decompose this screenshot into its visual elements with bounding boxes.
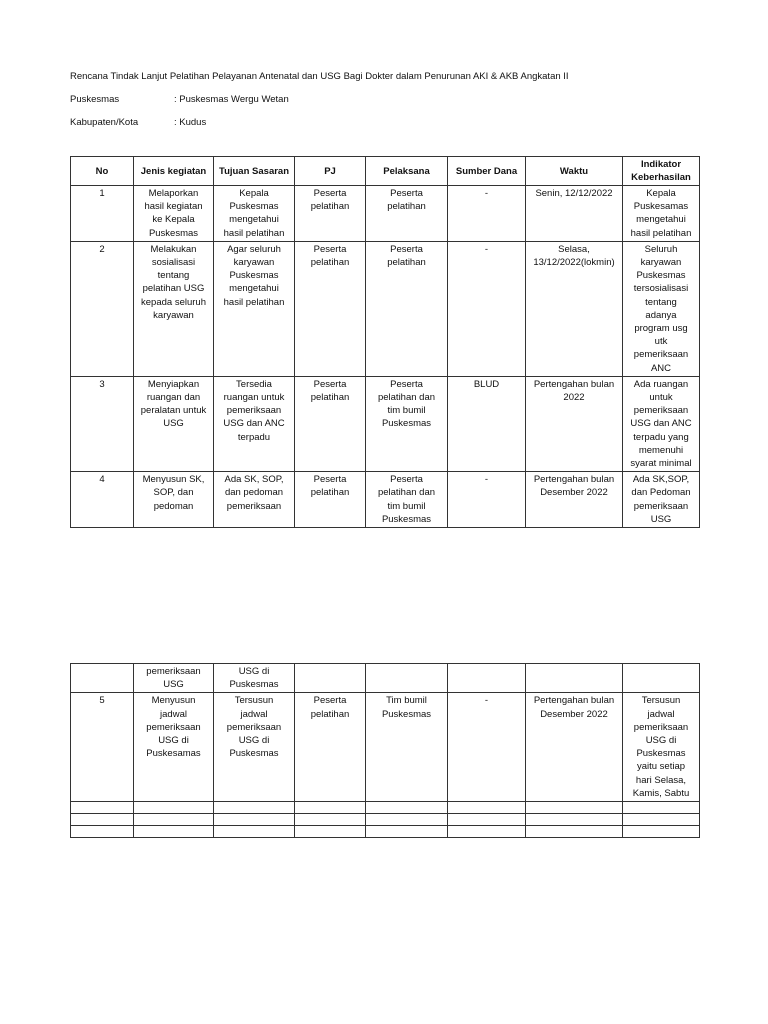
- table-cell: [448, 664, 526, 693]
- table-cell: Seluruh karyawan Puskesmas tersosialisasi tentang adanya program usg utk pemeriksaan ANC: [623, 241, 700, 376]
- puskesmas-value: : Puskesmas Wergu Wetan: [174, 94, 289, 105]
- table-cell: [623, 802, 700, 814]
- table-cell: Pertengahan bulan 2022: [526, 376, 623, 471]
- table-cell: Melakukan sosialisasi tentang pelatihan USG kepada seluruh karyawan: [134, 241, 214, 376]
- table-cell: Tersusun jadwal pemeriksaan USG di Puskesmas yaitu setiap hari Selasa, Kamis, Sabtu: [623, 693, 700, 802]
- table-cell: [448, 814, 526, 826]
- table-cell: Peserta pelatihan dan tim bumil Puskesmas: [366, 376, 448, 471]
- table-cell: 4: [71, 472, 134, 528]
- table-cell: [295, 826, 366, 838]
- table-row: [71, 664, 700, 693]
- table-cell: Ada SK,SOP, dan Pedoman pemeriksaan USG: [623, 472, 700, 528]
- table-cell: [214, 814, 295, 826]
- table-cell: -: [448, 693, 526, 802]
- table-cell: Tim bumil Puskesmas: [366, 693, 448, 802]
- plan-table-continued: [70, 663, 700, 838]
- table-cell: [134, 826, 214, 838]
- table-cell: 1: [71, 186, 134, 242]
- table-cell: [295, 814, 366, 826]
- document-title: Rencana Tindak Lanjut Pelatihan Pelayanan Antenatal dan USG Bagi Dokter dalam Penurunan AKI & AKB Angkatan II: [70, 71, 569, 82]
- table-cell: Peserta pelatihan: [295, 693, 366, 802]
- table-cell: [448, 826, 526, 838]
- table-cell: Peserta pelatihan dan tim bumil Puskesmas: [366, 472, 448, 528]
- table-cell: [526, 802, 623, 814]
- table-cell: [71, 814, 134, 826]
- table-cell: Peserta pelatihan: [295, 241, 366, 376]
- table-cell: [526, 826, 623, 838]
- kabupaten-value: : Kudus: [174, 117, 207, 128]
- table-cell: [623, 814, 700, 826]
- table-cell: Senin, 12/12/2022: [526, 186, 623, 242]
- table-cell: Peserta pelatihan: [295, 472, 366, 528]
- table-cell: Ada ruangan untuk pemeriksaan USG dan ANC terpadu yang memenuhi syarat minimal: [623, 376, 700, 471]
- table-cell: Kepala Puskesmas mengetahui hasil pelatihan: [214, 186, 295, 242]
- table-cell: 2: [71, 241, 134, 376]
- table-cell: [366, 664, 448, 693]
- table-cell: [526, 814, 623, 826]
- table-cell: [295, 664, 366, 693]
- table-row: [71, 186, 700, 242]
- table-cell: Peserta pelatihan: [366, 241, 448, 376]
- table-cell: Pertengahan bulan Desember 2022: [526, 693, 623, 802]
- table-cell: [214, 802, 295, 814]
- header-cell: Jenis kegiatan: [134, 157, 214, 186]
- table-cell: Peserta pelatihan: [366, 186, 448, 242]
- table-cell: BLUD: [448, 376, 526, 471]
- table-cell: [448, 802, 526, 814]
- puskesmas-line: [70, 94, 289, 105]
- table-cell: [71, 664, 134, 693]
- table-cell: Ada SK, SOP, dan pedoman pemeriksaan: [214, 472, 295, 528]
- table-cell: -: [448, 186, 526, 242]
- table-cell: Agar seluruh karyawan Puskesmas mengetahui hasil pelatihan: [214, 241, 295, 376]
- table-cell: Menyusun SK, SOP, dan pedoman: [134, 472, 214, 528]
- table-row: [71, 826, 700, 838]
- table-cell: 3: [71, 376, 134, 471]
- table-row: [71, 693, 700, 802]
- table-cell: [526, 664, 623, 693]
- table-cell: [71, 826, 134, 838]
- table-cell: Pertengahan bulan Desember 2022: [526, 472, 623, 528]
- table-cell: pemeriksaan USG: [134, 664, 214, 693]
- table-cell: [366, 826, 448, 838]
- table-cell: [623, 826, 700, 838]
- table-cell: [134, 802, 214, 814]
- header-cell: Indikator Keberhasilan: [623, 157, 700, 186]
- table-cell: [134, 814, 214, 826]
- plan-table: [70, 156, 700, 528]
- table-cell: [623, 664, 700, 693]
- puskesmas-label: Puskesmas: [70, 94, 120, 105]
- table-cell: -: [448, 472, 526, 528]
- header-cell: No: [71, 157, 134, 186]
- kabupaten-label: Kabupaten/Kota: [70, 117, 139, 128]
- header-cell: Tujuan Sasaran: [214, 157, 295, 186]
- table-cell: Menyiapkan ruangan dan peralatan untuk USG: [134, 376, 214, 471]
- table-cell: Peserta pelatihan: [295, 376, 366, 471]
- table-row: [71, 376, 700, 471]
- table-header-row: [71, 157, 700, 186]
- header-cell: Sumber Dana: [448, 157, 526, 186]
- header-cell: PJ: [295, 157, 366, 186]
- table-row: [71, 814, 700, 826]
- table-cell: [366, 814, 448, 826]
- table-cell: Selasa, 13/12/2022(lokmin): [526, 241, 623, 376]
- table-cell: Menyusun jadwal pemeriksaan USG di Puskesamas: [134, 693, 214, 802]
- table-row: [71, 802, 700, 814]
- table-cell: Melaporkan hasil kegiatan ke Kepala Puskesmas: [134, 186, 214, 242]
- table-cell: -: [448, 241, 526, 376]
- table-cell: Peserta pelatihan: [295, 186, 366, 242]
- table-cell: [295, 802, 366, 814]
- table-row: [71, 241, 700, 376]
- table-cell: [71, 802, 134, 814]
- table-cell: 5: [71, 693, 134, 802]
- table-cell: Tersedia ruangan untuk pemeriksaan USG dan ANC terpadu: [214, 376, 295, 471]
- table-cell: [214, 826, 295, 838]
- kabupaten-line: [70, 117, 207, 128]
- table-row: [71, 472, 700, 528]
- table-cell: Kepala Puskesamas mengetahui hasil pelatihan: [623, 186, 700, 242]
- table-cell: [366, 802, 448, 814]
- header-cell: Pelaksana: [366, 157, 448, 186]
- header-cell: Waktu: [526, 157, 623, 186]
- table-cell: USG di Puskesmas: [214, 664, 295, 693]
- table-cell: Tersusun jadwal pemeriksaan USG di Puskesmas: [214, 693, 295, 802]
